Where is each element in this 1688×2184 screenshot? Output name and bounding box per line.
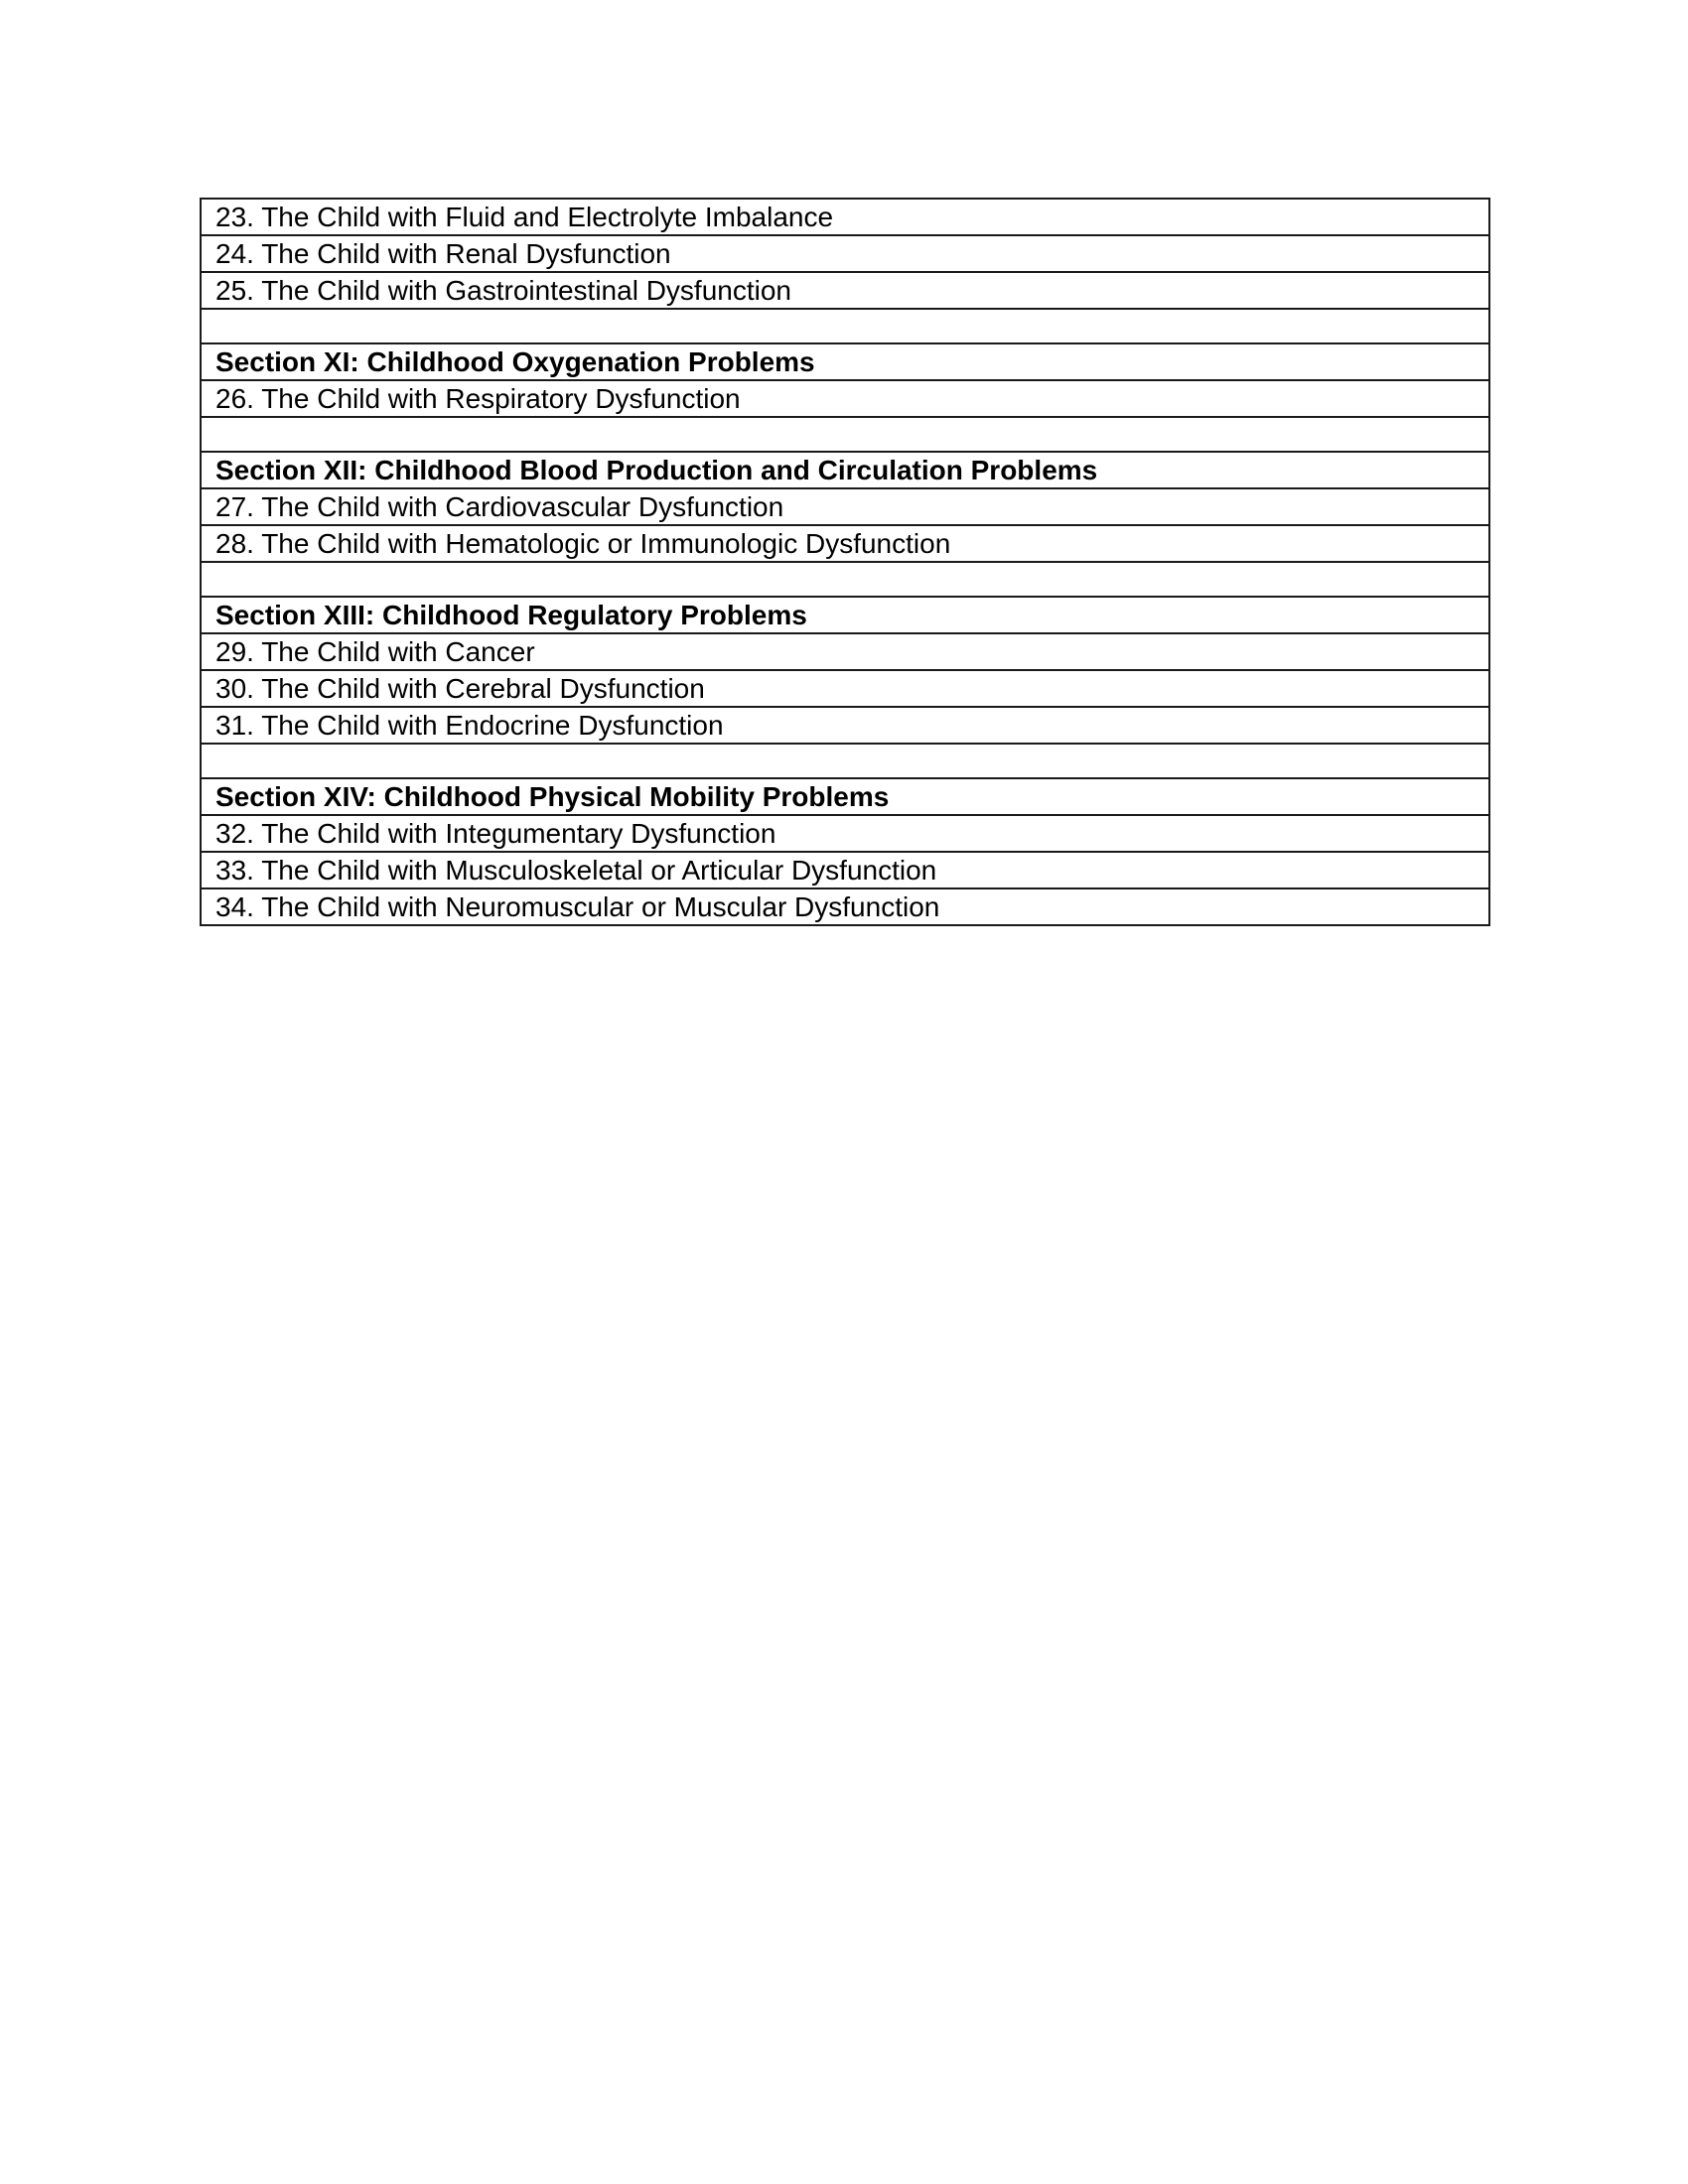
chapter-title: 26. The Child with Respiratory Dysfunction bbox=[201, 380, 1489, 417]
chapter-row bbox=[201, 199, 1489, 235]
chapter-row bbox=[201, 670, 1489, 707]
blank-cell bbox=[201, 417, 1489, 452]
section-row bbox=[201, 597, 1489, 633]
chapter-title: 33. The Child with Musculoskeletal or Articular Dysfunction bbox=[201, 852, 1489, 888]
section-row bbox=[201, 343, 1489, 380]
blank-cell bbox=[201, 562, 1489, 597]
chapter-row bbox=[201, 525, 1489, 562]
blank-row bbox=[201, 744, 1489, 778]
chapter-row bbox=[201, 272, 1489, 309]
chapter-row bbox=[201, 633, 1489, 670]
chapter-title: 25. The Child with Gastrointestinal Dysfunction bbox=[201, 272, 1489, 309]
section-row bbox=[201, 452, 1489, 488]
section-heading: Section XI: Childhood Oxygenation Problems bbox=[201, 343, 1489, 380]
chapter-title: 29. The Child with Cancer bbox=[201, 633, 1489, 670]
chapter-row bbox=[201, 888, 1489, 925]
chapter-row bbox=[201, 235, 1489, 272]
blank-cell bbox=[201, 309, 1489, 343]
table-of-contents bbox=[200, 198, 1490, 926]
chapter-title: 27. The Child with Cardiovascular Dysfunction bbox=[201, 488, 1489, 525]
blank-row bbox=[201, 309, 1489, 343]
chapter-title: 23. The Child with Fluid and Electrolyte Imbalance bbox=[201, 199, 1489, 235]
chapter-title: 32. The Child with Integumentary Dysfunction bbox=[201, 815, 1489, 852]
chapter-title: 28. The Child with Hematologic or Immunologic Dysfunction bbox=[201, 525, 1489, 562]
chapter-title: 34. The Child with Neuromuscular or Muscular Dysfunction bbox=[201, 888, 1489, 925]
blank-cell bbox=[201, 744, 1489, 778]
chapter-row bbox=[201, 852, 1489, 888]
section-heading: Section XII: Childhood Blood Production and Circulation Problems bbox=[201, 452, 1489, 488]
chapter-row bbox=[201, 380, 1489, 417]
section-heading: Section XIV: Childhood Physical Mobility Problems bbox=[201, 778, 1489, 815]
chapter-title: 31. The Child with Endocrine Dysfunction bbox=[201, 707, 1489, 744]
chapter-row bbox=[201, 707, 1489, 744]
blank-row bbox=[201, 417, 1489, 452]
section-heading: Section XIII: Childhood Regulatory Problems bbox=[201, 597, 1489, 633]
chapter-row bbox=[201, 815, 1489, 852]
section-row bbox=[201, 778, 1489, 815]
chapter-title: 24. The Child with Renal Dysfunction bbox=[201, 235, 1489, 272]
blank-row bbox=[201, 562, 1489, 597]
chapter-row bbox=[201, 488, 1489, 525]
chapter-title: 30. The Child with Cerebral Dysfunction bbox=[201, 670, 1489, 707]
